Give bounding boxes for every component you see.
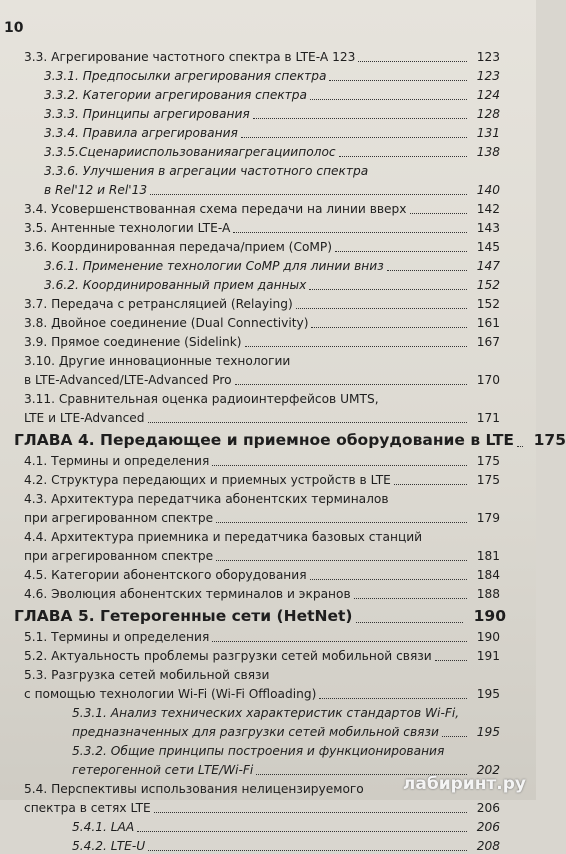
toc-leader-dots	[435, 660, 467, 661]
toc-leader-dots	[148, 422, 467, 423]
toc-page-number: 175	[476, 454, 500, 468]
toc-entry-title: 5.4.2. LTE-U	[72, 839, 146, 853]
toc-page-number: 142	[476, 202, 500, 216]
toc-page-number: 184	[476, 568, 500, 582]
toc-entry	[0, 583, 536, 602]
toc-entry-title: 5.4. Перспективы использования нелицензируемого	[24, 782, 364, 796]
toc-entry	[0, 160, 536, 179]
toc-entry-title: 4.3. Архитектура передатчика абонентских терминалов	[24, 492, 389, 506]
toc-entry	[0, 46, 536, 65]
toc-page-number: 208	[476, 839, 500, 853]
toc-entry-title: 3.6.2. Координированный прием данных	[44, 278, 307, 292]
toc-entry	[0, 255, 536, 274]
toc-entry-title: при агрегированном спектре	[24, 511, 214, 525]
toc-page-number: 138	[476, 145, 500, 159]
toc-entry	[0, 721, 536, 740]
toc-page-number: 202	[476, 763, 500, 777]
toc-entry-title: LTE и LTE-Advanced	[24, 411, 145, 425]
toc-leader-dots	[517, 446, 523, 447]
toc-leader-dots	[150, 194, 467, 195]
toc-entry	[0, 797, 536, 816]
toc-entry-title: 3.6.1. Применение технологии CoMP для линии вниз	[44, 259, 384, 273]
toc-leader-dots	[394, 484, 467, 485]
toc-entry	[0, 645, 536, 664]
toc-entry-title: 3.3.6. Улучшения в агрегации частотного спектра	[44, 164, 369, 178]
toc-entry	[0, 626, 536, 645]
toc-entry-title: 3.3.5.Сценарииспользованияагрегацииполос	[44, 145, 336, 159]
toc-page-number: 140	[476, 183, 500, 197]
toc-entry	[0, 293, 536, 312]
toc-entry-title: 3.3. Агрегирование частотного спектра в LTE-A 123	[24, 50, 356, 64]
toc-entry-title: 3.3.2. Категории агрегирования спектра	[44, 88, 307, 102]
toc-entry-title: 3.3.3. Принципы агрегирования	[44, 107, 250, 121]
toc-entry	[0, 683, 536, 702]
toc-page-number: 128	[476, 107, 500, 121]
toc-page-number: 191	[476, 649, 500, 663]
toc-entry-title: 4.1. Термины и определения	[24, 454, 210, 468]
toc-leader-dots	[319, 698, 467, 699]
toc-entry-title: 5.1. Термины и определения	[24, 630, 210, 644]
toc-entry	[0, 312, 536, 331]
toc-entry-title: 5.3.2. Общие принципы построения и функционирования	[72, 744, 445, 758]
toc-entry	[0, 103, 536, 122]
toc-entry	[0, 274, 536, 293]
toc-leader-dots	[358, 61, 467, 62]
toc-leader-dots	[339, 156, 467, 157]
toc-page-number: 123	[476, 69, 500, 83]
toc-entry-title: 3.3.1. Предпосылки агрегирования спектра	[44, 69, 327, 83]
toc-entry-title: спектра в сетях LTE	[24, 801, 151, 815]
toc-leader-dots	[241, 137, 467, 138]
toc-entry	[0, 740, 536, 759]
toc-entry-title: 3.3.4. Правила агрегирования	[44, 126, 238, 140]
toc-entry-title: 5.2. Актуальность проблемы разгрузки сетей мобильной связи	[24, 649, 432, 663]
toc-page-number: 124	[476, 88, 500, 102]
toc-entry-title: 5.3.1. Анализ технических характеристик стандартов Wi-Fi,	[72, 706, 460, 720]
toc-entry-title: 3.5. Антенные технологии LTE-A	[24, 221, 231, 235]
toc-entry-title: предназначенных для разгрузки сетей мобильной связи	[72, 725, 439, 739]
toc-page-number: 143	[476, 221, 500, 235]
toc-page-number: 171	[476, 411, 500, 425]
toc-entry	[0, 122, 536, 141]
toc-entry-title: гетерогенной сети LTE/Wi-Fi	[72, 763, 254, 777]
toc-entry	[0, 198, 536, 217]
toc-entry-title: 4.2. Структура передающих и приемных устройств в LTE	[24, 473, 391, 487]
toc-leader-dots	[148, 850, 467, 851]
toc-page-number: 145	[476, 240, 500, 254]
toc-entry-title: в Rel'12 и Rel'13	[44, 183, 148, 197]
page-number: 10	[4, 20, 24, 36]
toc-entry-title: 4.6. Эволюция абонентских терминалов и экранов	[24, 587, 351, 601]
toc-entry	[0, 350, 536, 369]
toc-page-number: 188	[476, 587, 500, 601]
toc-page-number: 161	[476, 316, 500, 330]
toc-page-number: 206	[476, 801, 500, 815]
toc-entry	[0, 664, 536, 683]
toc-entry	[0, 564, 536, 583]
toc-entry-title: 3.10. Другие инновационные технологии	[24, 354, 291, 368]
toc-page-number: 206	[476, 820, 500, 834]
watermark: лабиринт.ру	[402, 774, 526, 794]
toc-leader-dots	[310, 99, 467, 100]
toc-entry	[0, 816, 536, 835]
toc-entry	[0, 835, 536, 854]
toc-page-number: 190	[476, 630, 500, 644]
toc-leader-dots	[356, 622, 463, 623]
toc-entry	[0, 388, 536, 407]
toc-leader-dots	[311, 327, 467, 328]
toc-leader-dots	[233, 232, 467, 233]
toc-leader-dots	[329, 80, 467, 81]
toc-leader-dots	[442, 736, 467, 737]
toc-entry	[0, 526, 536, 545]
toc-entry	[0, 141, 536, 160]
toc-leader-dots	[387, 270, 467, 271]
toc-leader-dots	[309, 289, 467, 290]
toc-page-number: 175	[533, 431, 566, 449]
toc-entry-title: при агрегированном спектре	[24, 549, 214, 563]
toc-entry-title: 5.3. Разгрузка сетей мобильной связи	[24, 668, 270, 682]
toc-leader-dots	[410, 213, 467, 214]
toc-entry	[0, 369, 536, 388]
toc-entry-title: 3.11. Сравнительная оценка радиоинтерфейсов UMTS,	[24, 392, 379, 406]
toc-entry-title: в LTE-Advanced/LTE-Advanced Pro	[24, 373, 232, 387]
toc-leader-dots	[212, 465, 467, 466]
toc-page-number: 190	[473, 607, 506, 625]
toc-leader-dots	[154, 812, 467, 813]
toc-entry-title: 3.8. Двойное соединение (Dual Connectivity)	[24, 316, 309, 330]
toc-entry	[0, 179, 536, 198]
toc-entry-title: 3.9. Прямое соединение (Sidelink)	[24, 335, 242, 349]
toc-leader-dots	[216, 560, 467, 561]
toc-page-number: 131	[476, 126, 500, 140]
toc-entry-title: 4.4. Архитектура приемника и передатчика базовых станций	[24, 530, 423, 544]
toc-entry-title: 5.4.1. LAA	[72, 820, 135, 834]
toc-entry	[0, 469, 536, 488]
toc-entry	[0, 702, 536, 721]
toc-entry	[0, 545, 536, 564]
toc-page-number: 179	[476, 511, 500, 525]
toc-entry	[0, 236, 536, 255]
toc-leader-dots	[310, 579, 467, 580]
toc-entry-title: с помощью технологии Wi-Fi (Wi-Fi Offloading)	[24, 687, 317, 701]
toc-page-number: 152	[476, 297, 500, 311]
toc-entry	[0, 488, 536, 507]
table-of-contents	[0, 46, 566, 854]
toc-entry	[0, 507, 536, 526]
toc-entry	[0, 450, 536, 469]
toc-leader-dots	[137, 831, 467, 832]
toc-page-number: 195	[476, 687, 500, 701]
toc-page-number: 123	[476, 50, 500, 64]
toc-leader-dots	[296, 308, 467, 309]
toc-leader-dots	[235, 384, 467, 385]
toc-entry	[0, 407, 536, 426]
toc-leader-dots	[212, 641, 467, 642]
toc-leader-dots	[354, 598, 467, 599]
toc-chapter-entry	[0, 602, 536, 626]
toc-entry-title: 3.7. Передача с ретрансляцией (Relaying)	[24, 297, 293, 311]
toc-chapter-entry	[0, 426, 566, 450]
toc-page-number: 167	[476, 335, 500, 349]
toc-entry-title: ГЛАВА 5. Гетерогенные сети (HetNet)	[14, 607, 353, 625]
toc-entry-title: 4.5. Категории абонентского оборудования	[24, 568, 307, 582]
toc-entry-title: ГЛАВА 4. Передающее и приемное оборудование в LTE	[14, 431, 514, 449]
toc-entry	[0, 331, 536, 350]
toc-leader-dots	[216, 522, 467, 523]
toc-page-number: 175	[476, 473, 500, 487]
toc-entry	[0, 217, 536, 236]
toc-page-number: 170	[476, 373, 500, 387]
toc-entry	[0, 65, 536, 84]
toc-page-number: 147	[476, 259, 500, 273]
toc-entry-title: 3.4. Усовершенствованная схема передачи на линии вверх	[24, 202, 407, 216]
toc-leader-dots	[253, 118, 467, 119]
toc-page-number: 152	[476, 278, 500, 292]
toc-page-number: 195	[476, 725, 500, 739]
toc-leader-dots	[245, 346, 467, 347]
toc-page-number: 181	[476, 549, 500, 563]
toc-entry	[0, 84, 536, 103]
toc-entry-title: 3.6. Координированная передача/прием (CoMP)	[24, 240, 333, 254]
toc-leader-dots	[335, 251, 467, 252]
